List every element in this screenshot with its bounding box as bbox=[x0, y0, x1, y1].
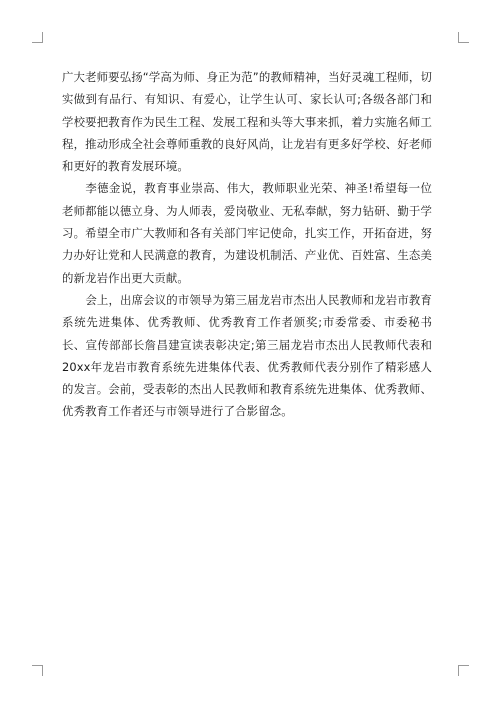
document-body bbox=[62, 66, 432, 423]
paragraph-3: 会上，出席会议的市领导为第三届龙岩市杰出人民教师和龙岩市教育系统先进集体、优秀教师、优秀教育工作者颁奖;市委常委、市委秘书长、宣传部部长詹昌建宣读表彰决定;第三届龙岩市杰出人民教师代表和20xx年龙岩市教育系统先进集体代表、优秀教师代表分别作了精彩感人的发言。会前，受表彰的杰出人民教师和教育系统先进集体、优秀教师、优秀教育工作者还与市领导进行了合影留念。 bbox=[62, 292, 432, 419]
paragraph-2: 李德金说，教育事业崇高、伟大，教师职业光荣、神圣!希望每一位老师都能以德立身、为人师表，爱岗敬业、无私奉献，努力钻研、勤于学习。希望全市广大教师和各有关部门牢记使命，扎实工作，开拓奋进，努力办好让党和人民满意的教育，为建设机制活、产业优、百姓富、生态美的新龙岩作出更大贡献。 bbox=[62, 181, 432, 285]
crop-mark-bottom-left bbox=[32, 665, 43, 676]
crop-mark-top-right bbox=[458, 32, 469, 43]
crop-mark-bottom-right bbox=[458, 665, 469, 676]
crop-mark-top-left bbox=[32, 32, 43, 43]
paragraph-1: 广大老师要弘扬“学高为师、身正为范”的教师精神，当好灵魂工程师，切实做到有品行、有知识、有爱心，让学生认可、家长认可;各级各部门和学校要把教育作为民生工程、发展工程和头等大事来抓，着力实施名师工程，推动形成全社会尊师重教的良好风尚，让龙岩有更多好学校、好老师和更好的教育发展环境。 bbox=[62, 70, 432, 174]
